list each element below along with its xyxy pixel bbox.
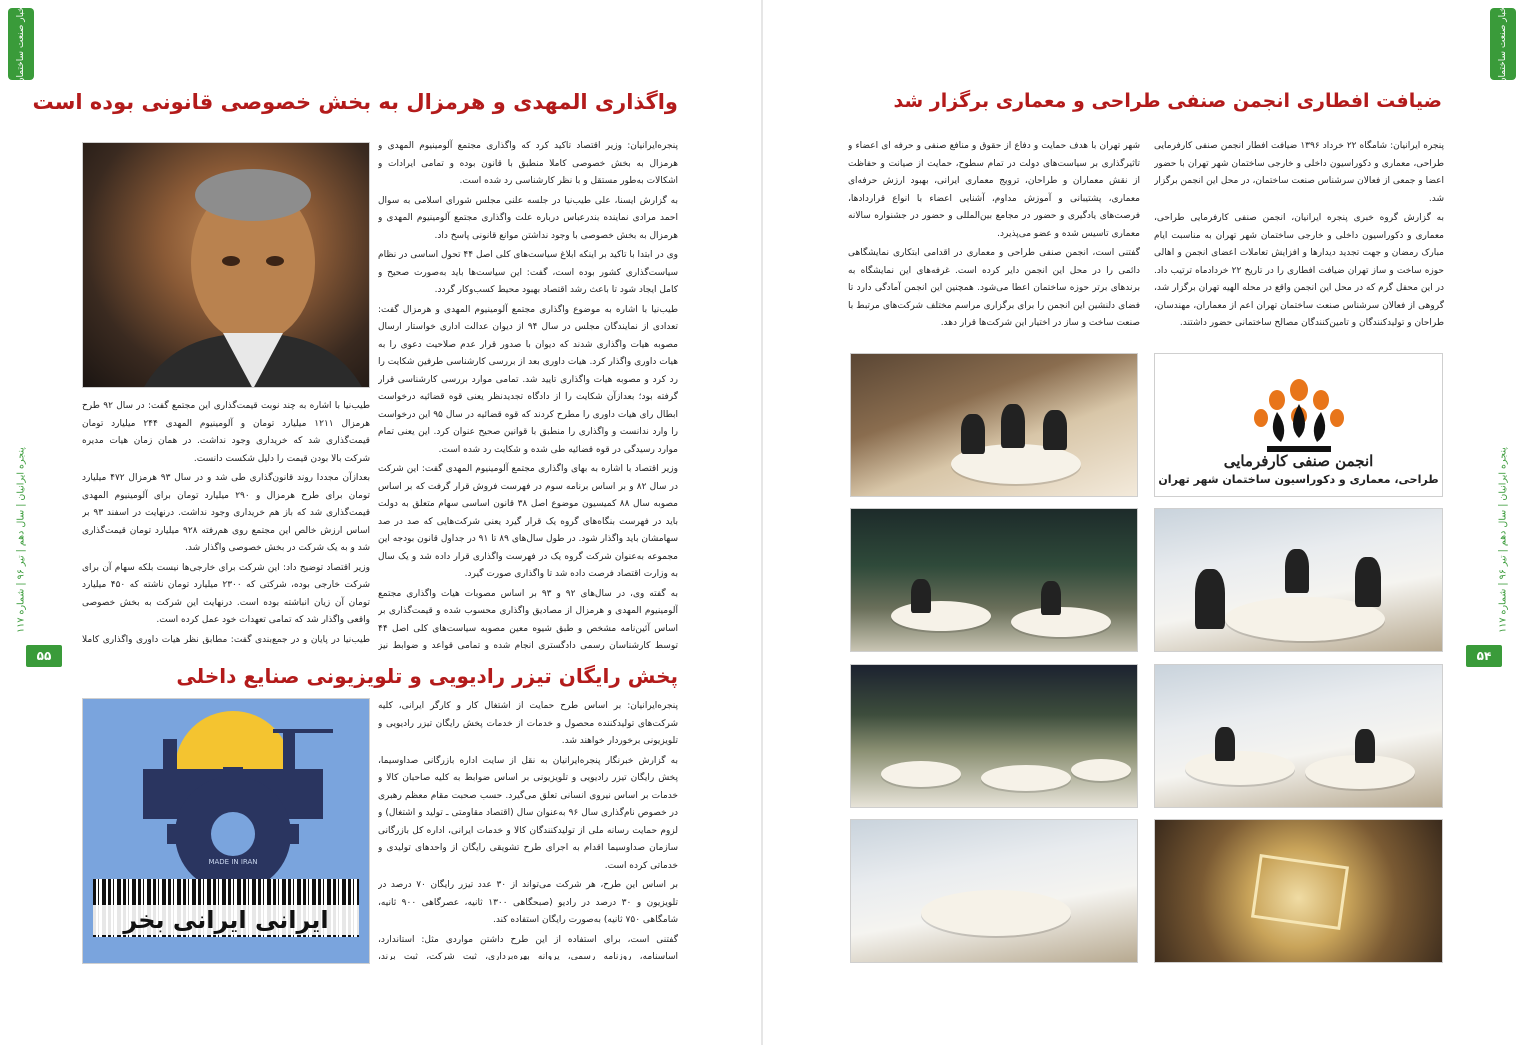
paragraph: به گزارش گروه خبری پنجره ایرانیان، انجمن صنفی کارفرمایی طراحی، معماری و دکوراسیون داخلی و خارجی ساختمان شهر تهران به مناسبت ایام مبارک رمضان و جهت تجدید دیدارها و افزایش تعاملات اعضای انجمن و اهالی حوزه ساخت و ساز تهران ضیافت افطاری را در تاریخ ۲۲ خردادماه ترتیب داد. در این محفل گرم که در محل این انجمن واقع در محله الهیه تهران برگزار شد، گروهی از فعالان سرشناس صنعت ساختمان تهران اعم از معماران، مهندسان، طراحان و تولیدکنندگان و تامین‌کنندگان مصالح ساختمانی حضور داشتند. xyxy=(1154,213,1444,328)
portrait-illustration xyxy=(83,143,370,388)
paragraph: به گفته وی، در سال‌های ۹۲ و ۹۳ بر اساس مصوبات هیات واگذاری مجتمع آلومینیوم المهدی و هرمزال از مصادیق واگذاری محسوب شده و قیمت‌گذاری بر اساس آئین‌نامه مشخص و طبق شیوه معین مصوبه سیاست‌های کلی اصل ۴۴ توسط کارشناسان رسمی دادگستری انجام شده و تمامی قواعد و ضوابط نیز xyxy=(378,588,678,650)
poster-badge-text: MADE IN IRAN xyxy=(208,858,258,866)
paragraph: طیب‌نیا با اشاره به موضوع واگذاری مجتمع آلومینیوم المهدی و هرمزال گفت: تعدادی از نمایندگان مجلس در سال ۹۴ از دیوان عدالت اداری خواستار ارسال مصوبه هیات واگذاری شدند که دیوان با صدور قرار عدم صلاحیت دعوی را به هیات داوری واگذار کرد. هیات داوری بعد از بررسی کارشناسی طرفین شکایت را رد کرد و مصوبه هیات واگذاری تایید شد. تمامی موارد بررسی کارشناسی قرار گرفته بود؛ بعدازآن شکایت را از دادگاه تجدیدنظر یعنی قوه قضائیه درخواست ابطال رای هیات داوری را مطرح کردند که قوه قضائیه در سال ۹۵ این درخواست را وارد ندانست و واگذاری را منطبق با قوانین صحیح عنوان کرد. این یعنی تمام موارد رسیدگی در قوه قضائیه طی شده و شکایت رد شده است. xyxy=(378,304,678,455)
right-section-tab-label: اخبار صنعت ساختمان xyxy=(1498,3,1508,85)
paragraph: به گزارش خبرنگار پنجره‌ایرانیان به نقل از سایت اداره بازرگانی صداوسیما، پخش رایگان تیزر رادیویی و تلویزیونی بر اساس ضوابط به کلیه صاحبان کالا و خدمات بر اساس نیروی انسانی تعلق می‌گیرد. حسب صحبت مقام معظم رهبری در خصوص نام‌گذاری سال ۹۶ به‌عنوان سال (اقتصاد مقاومتی ـ تولید و اشتغال) و لزوم حمایت رسانه ملی از تولیدکنندگان کالا و خدمات ایرانی، اداره کل بازرگانی سازمان صداوسیما اقدام به اجرای طرح تشویقی رایگان از واحدهای تولیدی و خدماتی کرده است. xyxy=(378,755,678,871)
paragraph: طیب‌نیا با اشاره به چند نوبت قیمت‌گذاری این مجتمع گفت: در سال ۹۲ طرح هرمزال ۱۲۱۱ میلیارد تومان و آلومینیوم المهدی ۲۴۴ میلیارد تومان قیمت‌گذاری شد که خریداری وجود نداشت. در همان زمان هیات مدیره شرکت بالا بودن قیمت را دلیل شکست دانست. xyxy=(82,401,370,464)
iftar-photo-2 xyxy=(850,508,1138,652)
paragraph: بعدازآن مجددا روند قانون‌گذاری طی شد و در سال ۹۳ هرمزال ۴۷۲ میلیارد تومان برای طرح هرمزال و ۲۹۰ میلیارد تومان برای آلومینیوم المهدی قیمت‌گذاری شد که باز هم خریداری وجود نداشت. درنهایت در اسفند ۹۳ بر اساس ارزش خالص این مجتمع روی هم‌رفته ۹۲۸ میلیارد تومان قیمت‌گذاری شد و به یک شرکت در بخش خصوصی واگذار شد. xyxy=(82,473,370,553)
iftar-photo-4 xyxy=(850,664,1138,808)
paragraph: پنجره ایرانیان: شامگاه ۲۲ خرداد ۱۳۹۶ ضیافت افطار انجمن صنفی کارفرمایی طراحی، معماری و دکوراسیون داخلی و خارجی ساختمان شهر تهران با حضور اعضا و جمعی از فعالان سرشناس صنعت ساختمان، در محل این انجمن برگزار شد. xyxy=(1154,141,1444,204)
minister-portrait xyxy=(82,142,370,388)
right-page-number: ۵۴ xyxy=(1466,645,1502,667)
association-logo-subtitle: طراحی، معماری و دکوراسیون ساختمان شهر تهران xyxy=(1158,473,1439,486)
paragraph: شهر تهران با هدف حمایت و دفاع از حقوق و منافع صنفی و حرفه ای اعضاء و تاثیرگذاری بر سیاست‌های دولت در تمام سطوح، حمایت از صیانت و حفاظت از نقش معماران و طراحان، ترویج معماری ایرانی، بهبود ارزش حرفه‌ای معماری، پشتیبانی و آموزش مداوم، آشنایی اعضاء با انواع قراردادها، فرصت‌های یادگیری و حضور در مجامع بین‌المللی و حضور در جشنواره سالانه معماری تاسیس شده و عضو می‌پذیرد. xyxy=(848,141,1140,239)
paragraph: وزیر اقتصاد توضیح داد: این شرکت برای خارجی‌ها نیست بلکه سهام آن برای شرکت خارجی بوده، شرکتی که ۲۳۰۰ میلیارد تومان ناشته که ۴۵۰ میلیارد تومان آن زیان انباشته بوده است. درنهایت این شرکت به بخش خصوصی واقعی واگذار شد که تمامی تعهدات خود عمل کرده است. xyxy=(82,562,370,625)
left-section-tab xyxy=(8,3,34,85)
article1-headline: واگذاری المهدی و هرمزال به بخش خصوصی قانونی بوده است xyxy=(32,90,678,114)
paragraph: طیب‌نیا در پایان و در جمع‌بندی گفت: مطابق نظر هیات داوری واگذاری کاملا xyxy=(82,634,370,644)
iftar-photo-6 xyxy=(850,819,1138,963)
article1-column-2 xyxy=(82,398,370,644)
iftar-photo-5 xyxy=(1154,664,1443,808)
page-fold xyxy=(761,0,763,1045)
paragraph: پنجره‌ایرانیان: بر اساس طرح حمایت از اشتغال کار و کارگر ایرانی، کلیه شرکت‌های تولیدکننده محصول و خدمات از خدمات پخش رایگان تیزر رادیویی و تلویزیونی برخوردار خواهند شد. xyxy=(378,701,678,746)
paragraph xyxy=(1154,335,1444,339)
article2-column xyxy=(378,698,678,960)
iftar-photo-3 xyxy=(1154,508,1443,652)
paragraph: گفتنی است، انجمن صنفی طراحی و معماری در اقدامی ابتکاری نمایشگاهی دائمی را در محل این انجمن دایر کرده است. غرفه‌های این نمایشگاه به برندهای برتر حوزه ساختمان اعطا می‌شود. همچنین این انجمن آمادگی دارد تا فضای دلنشین این انجمن را برای برگزاری مراسم مختلف شرکت‌های مرتبط با صنعت ساخت و ساز در اختیار این شرکت‌ها قرار دهد. xyxy=(848,248,1140,328)
association-logo-title: انجمن صنفی کارفرمایی xyxy=(1223,452,1374,470)
paragraph: گفتنی است، برای استفاده از این طرح داشتن مواردی مثل: استاندارد، اساسنامه، روزنامه رسمی، پروانه بهره‌برداری، ثبت شرکت، ثبت برند، xyxy=(378,934,678,960)
article1-column-1 xyxy=(378,138,678,650)
buy-iranian-poster xyxy=(82,698,370,964)
poster-slogan: ایرانی ایرانی بخر xyxy=(93,905,359,935)
iftar-photo-7 xyxy=(1154,819,1443,963)
left-issue-strip xyxy=(8,420,34,660)
iftar-headline: ضیافت افطاری انجمن صنفی طراحی و معماری برگزار شد xyxy=(893,90,1442,112)
iftar-column-1 xyxy=(1154,138,1444,338)
paragraph: بر اساس این طرح، هر شرکت می‌تواند از ۳۰ عدد تیزر رایگان ۷۰ درصد در تلویزیون و ۳۰ درصد در رادیو (صبحگاهی ۱۳۰۰ ثانیه، عصرگاهی ۹۰۰ ثانیه، شامگاهی ۷۵۰ ثانیه) به‌صورت رایگان استفاده کند. xyxy=(378,880,678,925)
paragraph: پنجره‌ایرانیان: وزیر اقتصاد تاکید کرد که واگذاری مجتمع آلومینیوم المهدی و هرمزال به بخش خصوصی کاملا منطبق با قانون بوده و تمامی ایرادات و اشکالات به‌طور مستقل و با نظر کارشناسی رد شده است. xyxy=(378,141,678,186)
article2-headline: پخش رایگان تیزر رادیویی و تلویزیونی صنایع داخلی xyxy=(176,664,678,688)
iftar-column-2 xyxy=(848,138,1140,338)
paragraph: وزیر اقتصاد با اشاره به بهای واگذاری مجتمع آلومینیوم المهدی گفت: این شرکت در سال ۸۲ و بر اساس برنامه سوم در فهرست فروش قرار گرفت که بر اساس مصوبه سال ۸۸ کمیسیون موضوع اصل ۳۸ قانون اساسی سهام متعلق به دولت باید در فهرست بنگاه‌های گروه یک قرار گیرد یعنی شرکت‌هایی که صد در صد سهامشان باید واگذار شود. در طول سال‌های ۸۹ تا ۹۱ در جداول قانون بودجه این مجموعه به‌عنوان شرکت گروه یک در فهرست واگذاری قرار داده شد و یک سال به وزارت اقتصاد فرصت داده شد تا واگذاری صورت گیرد. xyxy=(378,464,678,579)
paragraph: به گزارش ایسنا، علی طیب‌نیا در جلسه علنی مجلس شورای اسلامی به سوال احمد مرادی نماینده بندرعباس درباره علت واگذاری مجتمع آلومینیوم المهدی و هرمزال به بخش خصوصی با وجود نداشتن موانع قانونی پاسخ داد. xyxy=(378,195,678,241)
poster-gear-illustration xyxy=(83,699,370,899)
left-section-tab-label: اخبار صنعت ساختمان xyxy=(16,3,26,85)
iftar-photo-1 xyxy=(850,353,1138,497)
left-page-number: ۵۵ xyxy=(26,645,62,667)
right-section-tab xyxy=(1490,3,1516,85)
association-logo-box xyxy=(1154,353,1443,497)
right-issue-strip-text: پنجره ایرانیان | سال دهم | تیر ۹۶ | شماره ۱۱۷ xyxy=(1497,447,1509,633)
right-issue-strip xyxy=(1490,420,1516,660)
paragraph: وی در ابتدا با تاکید بر اینکه ابلاغ سیاست‌های کلی اصل ۴۴ تحول اساسی در نظام سیاست‌گذاری کشور بوده است، گفت: این سیاست‌ها باید به‌صورت صحیح و کامل ایجاد شود تا باعث رشد اقتصاد بهبود محیط کسب‌وکار گردد. xyxy=(378,250,678,295)
left-issue-strip-text: پنجره ایرانیان | سال دهم | تیر ۹۶ | شماره ۱۱۷ xyxy=(15,447,27,633)
